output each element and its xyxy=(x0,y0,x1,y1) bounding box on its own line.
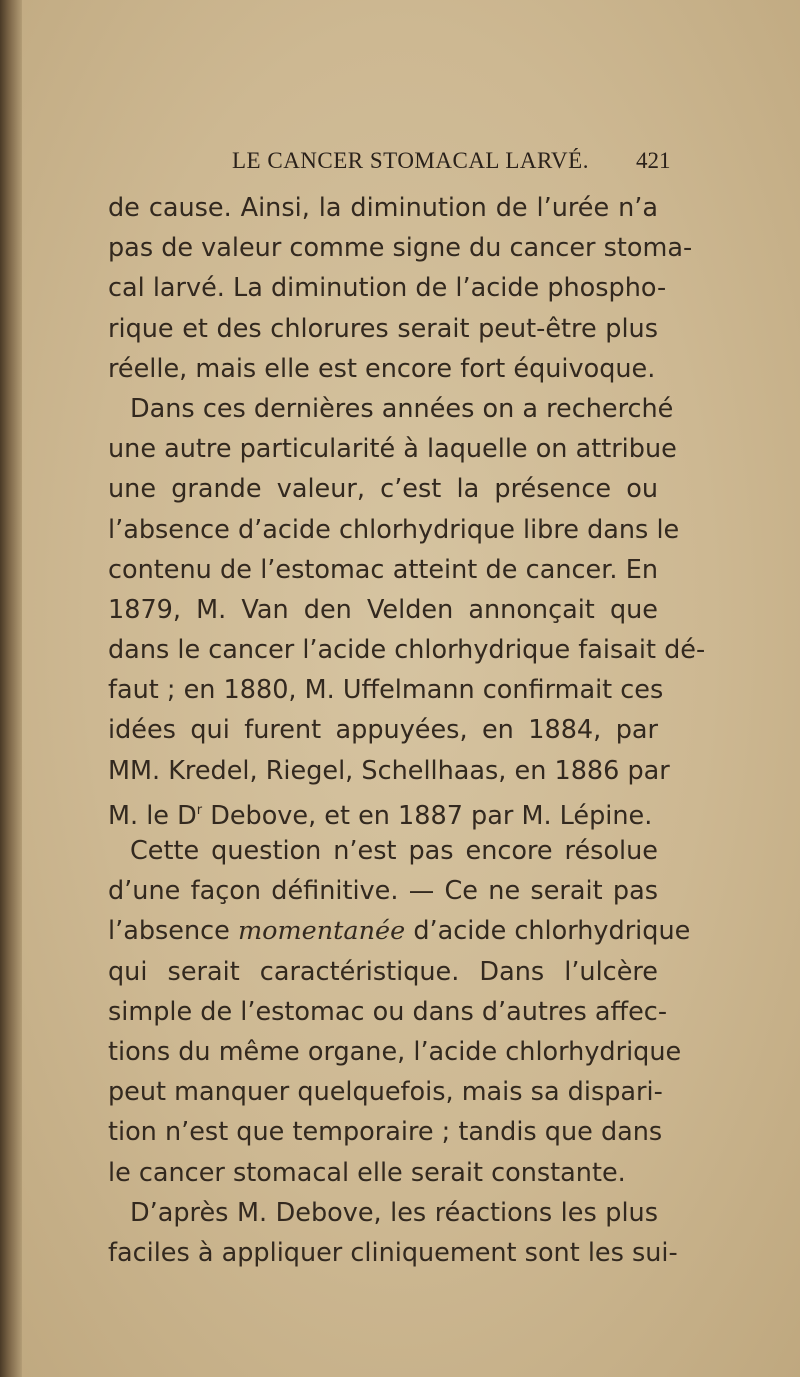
paragraph-first-line: Dans ces dernières années on a recherché xyxy=(130,393,674,424)
text-line-with-italic xyxy=(108,911,691,951)
text-line: une grande valeur, c’est la présence ou xyxy=(108,474,658,505)
superscript: r xyxy=(196,802,203,818)
text-line: idées qui furent appuyées, en 1884, par xyxy=(108,715,658,746)
text-line: le cancer stomacal elle serait constante. xyxy=(108,1157,626,1188)
text-line: contenu de l’estomac atteint de cancer. En xyxy=(108,554,658,585)
line-segment: M. le D xyxy=(108,800,197,831)
text-line: faut ; en 1880, M. Uffelmann confirmait ces xyxy=(108,675,664,706)
line-segment: Debove, et en 1887 par M. Lépine. xyxy=(202,800,653,831)
page-number: 421 xyxy=(636,148,671,173)
text-line: qui serait caractéristique. Dans l’ulcère xyxy=(108,956,658,987)
text-line: rique et des chlorures serait peut-être plus xyxy=(108,313,658,344)
line-segment: d’acide chlorhydrique xyxy=(405,916,691,947)
text-line: tions du même organe, l’acide chlorhydrique xyxy=(108,1036,682,1067)
paragraph-first-line: D’après M. Debove, les réactions les plus xyxy=(130,1197,658,1228)
running-title: LE CANCER STOMACAL LARVÉ. xyxy=(232,148,589,173)
text-line: de cause. Ainsi, la diminution de l’urée n’a xyxy=(108,193,658,223)
page-header xyxy=(0,148,800,188)
italic-word: momentanée xyxy=(237,916,406,947)
text-line: dans le cancer l’acide chlorhydrique faisait dé- xyxy=(108,635,706,666)
text-line: d’une façon définitive. — Ce ne serait pas xyxy=(108,876,658,907)
book-binding-edge xyxy=(0,0,22,1377)
text-line: peut manquer quelquefois, mais sa dispari- xyxy=(108,1077,663,1108)
text-line: 1879, M. Van den Velden annonçait que xyxy=(108,594,658,625)
text-line: réelle, mais elle est encore fort équivoque. xyxy=(108,353,656,384)
text-line: une autre particularité à laquelle on attribue xyxy=(108,434,677,465)
body-text xyxy=(108,188,706,1273)
text-line: l’absence d’acide chlorhydrique libre dans le xyxy=(108,514,680,545)
text-line: faciles à appliquer cliniquement sont les sui- xyxy=(108,1237,678,1268)
line-segment: l’absence xyxy=(108,916,238,947)
text-line: tion n’est que temporaire ; tandis que dans xyxy=(108,1117,663,1148)
text-line-with-superscript xyxy=(108,791,658,831)
text-line: pas de valeur comme signe du cancer stoma- xyxy=(108,233,693,264)
paragraph-first-line: Cette question n’est pas encore résolue xyxy=(130,836,658,866)
text-line: simple de l’estomac ou dans d’autres affec- xyxy=(108,996,668,1027)
text-line: MM. Kredel, Riegel, Schellhaas, en 1886 par xyxy=(108,755,670,786)
text-line: cal larvé. La diminution de l’acide phospho- xyxy=(108,273,667,304)
